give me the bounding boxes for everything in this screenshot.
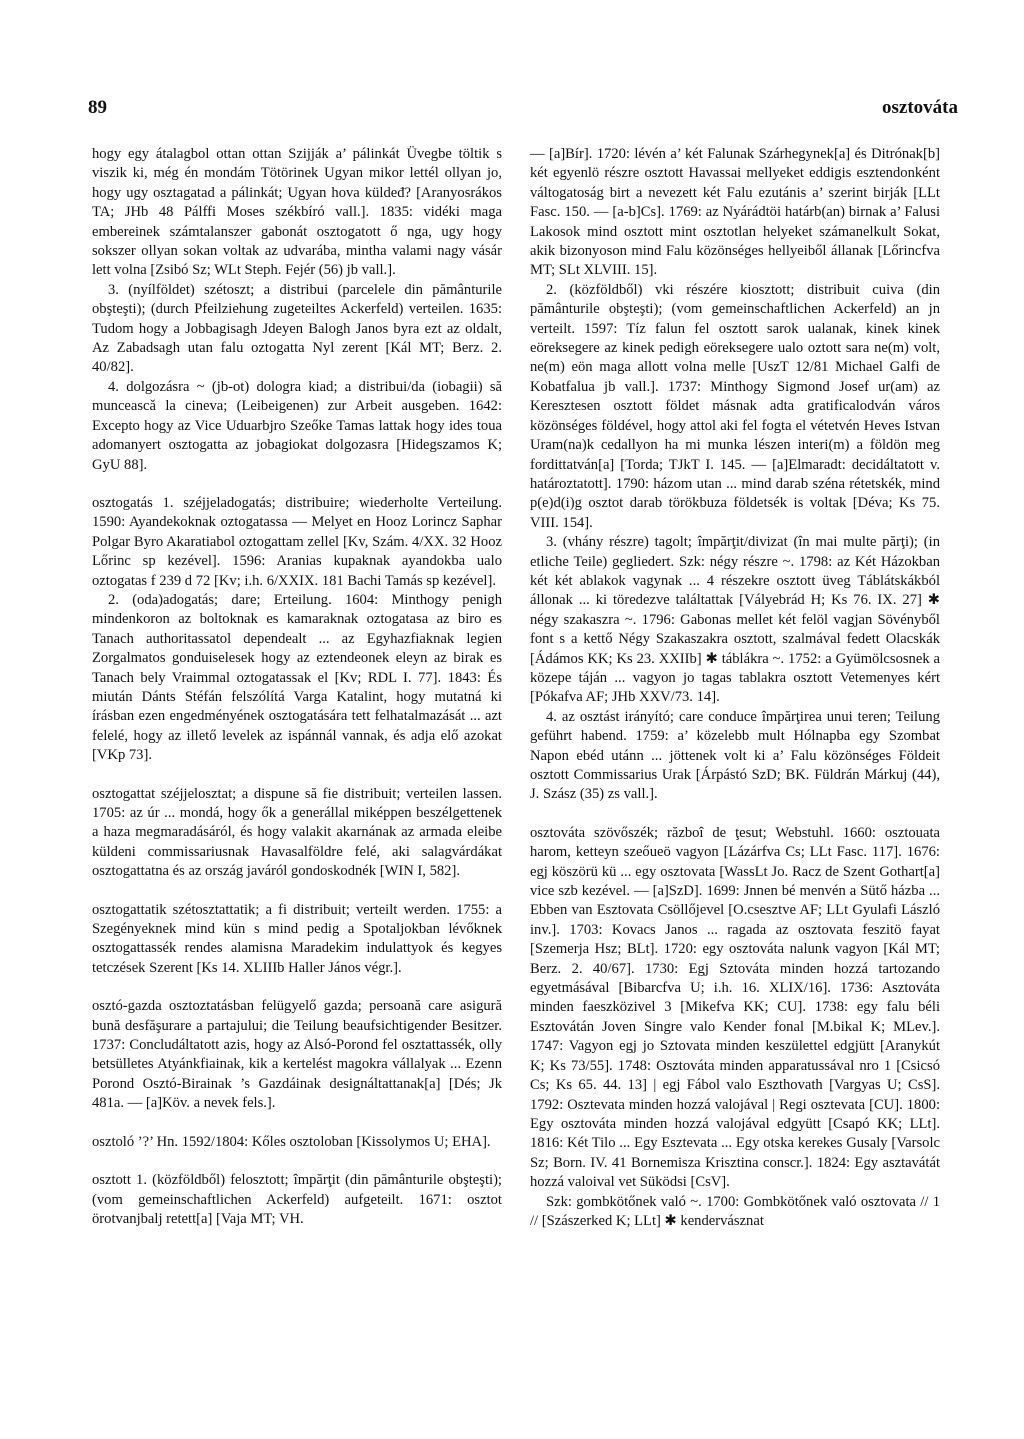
dictionary-paragraph: osztováta szövőszék; războî de ţesut; Webstuhl. 1660: osztouata harom, ketteyn szeőueö vagyon [Lázárfva Cs; LLt Fasc. 117]. 1676: egj köszörü kü ... egy osztovata [WassLt Jo. Racz de Szent Gothart[a] vice szb kezével. — [a]SzD]. 1699: Jnnen bé menvén a Sütő házba ... Ebben van Esztovata Csöllőjevel [O.csesztve AF; LLt Gyulafi László inv.]. 1703: Kovacs Janos ... ragada az osztovata feszitö fayat [Szemerja Hsz; BLt]. 1720: egy osztováta nalunk vagyon [Kál MT; Berz. 2. 40/67]. 1730: Egj Sztováta minden hozzá tartozando egyetmásával [Bibarcfva U; i.h. 16. XLIX/16]. 1736: Asztováta minden faeszközivel 3 [Mikefva KK; CU]. 1738: egy falu béli Esztovátán Joven Singre valo Kender fonal [M.bikal K; MLev.]. 1747: Vagyon egj jo Sztovata minden keszülettel edgjütt [Aranykút K; Ks 73/55]. 1748: Osztováta minden apparatussával nro 1 [Csicsó Cs; Ks 65. 44. 13] | egj Fábol valo Eszthovath [Vargyas U; CsS]. 1792: Osztevata minden hozzá valojával | Regi osztevata [CU]. 1800: Egy osztováta minden hozzá valojával edgyütt [Csapó KK; LLt]. 1816: Két Tilo ... Egy Esztevata ... Egy otska kerekes Gusaly [Varsolc Sz; Born. IV. 41 Bornemisza Krisztina conscr.]. 1824: Egy asztavátát hozzá valoival vet Süködsi [CsV]. [530, 824, 940, 1191]
dictionary-paragraph: 3. (nyílföldet) szétoszt; a distribui (parcelele din pământurile obşteşti); (durch Pfeilziehung zugeteiltes Ackerfeld) verteilen. 1635: Tudom hogy a Jobbagisagh Jdeyen Balogh Janos byra ezt az oldalt, Az Zabadsagh utan falu oztogatta Nyl zerent [Kál MT; Berz. 2. 40/82]. [92, 281, 502, 376]
dictionary-paragraph: — [a]Bír]. 1720: lévén a’ két Falunak Szárhegynek[a] és Ditrónak[b] két egyenlö részre osztott Havassai mellyeket eddigis esztendonként váltogatoság birt a nevezett két Falu ezutánis a’ szerint birják [LLt Fasc. 150. — [a-b]Cs]. 1769: az Nyárádtöi határb(an) birnak a’ Falusi Lakosok mind osztott mint osztotlan helyeket számanelkult Sokat, akik bizonyoson mind Falu közönséges hellyeiből állanak [Lőrincfva MT; SLt XLVIII. 15]. [530, 146, 940, 279]
dictionary-paragraph: osztoló ’?’ Hn. 1592/1804: Kőles osztoloban [Kissolymos U; EHA]. [92, 1133, 491, 1150]
dictionary-paragraph: osztó-gazda osztoztatásban felügyelő gazda; persoană care asigură bună desfăşurare a partajului; die Teilung beaufsichtigender Besitzer. 1737: Concludáltatott azis, hogy az Alsó-Porond fel osztattassék, olly betsülletes Atyánkfiainak, kik a kertelést magokra vállalyak ... Ezenn Porond Osztó-Birainak ’s Gazdáinak designáltattanak[a] [Dés; Jk 481a. — [a]Köv. a nevek fels.]. [92, 998, 502, 1112]
right-column [530, 145, 940, 1231]
dictionary-paragraph: 4. az osztást irányító; care conduce împărţirea unui teren; Teilung geführt habend. 1759: a’ közelebb mult Hólnapba egy Szombat Napon ebéd utánn ... jöttenek volt ki a’ Falu közönséges Földeit osztott Commissarius Urak [Árpástó SzD; BK. Füldrán Márkuj (44), J. Szász (35) zs vall.]. [530, 708, 940, 803]
dictionary-paragraph: osztogattatik szétosztattatik; a fi distribuit; verteilt werden. 1755: a Szegényeknek mind kün s mind pedig a Spotaljokban lévőknek osztogattassék rendes alamisna Maradekim indulattyok és kegyes tetczések Szerent [Ks 14. XLIIIb Haller János végr.]. [92, 901, 502, 976]
dictionary-paragraph: hogy egy átalagbol ottan ottan Szijják a’ pálinkát Üvegbe töltik s viszik ki, még én mondám Tötörinek Ugyan mikor lettél ollyan jo, hogy ugy osztagatad a pálinkát; Ugyan hova küldeđ? [Aranyosrákos TA; JHb 48 Pálffi Moses székbíró vall.]. 1835: vidéki maga embereinek számtalanszer gabonát osztogatott ő nga, ugy hogy sokszer ollyan sokan voltak az udvarába, mintha valami nagy vásár lett volna [Zsibó Sz; WLt Steph. Fejér (56) jb vall.]. [92, 146, 502, 279]
left-column [92, 145, 502, 1229]
dictionary-paragraph: osztogattat széjjelosztat; a dispune să fie distribuit; verteilen lassen. 1705: az úr ... mondá, hogy ők a generállal miképpen beszélgettenek a haza megmaradásáról, és hogy valakit akarnának az armada eleibe küldeni commissariusnak Havasalföldre felé, aki salagvárdákat osztogattatna és az ország javáról gondoskodnék [WIN I, 582]. [92, 785, 502, 880]
dictionary-paragraph: osztogatás 1. széjjeladogatás; distribuire; wiederholte Verteilung. 1590: Ayandekoknak oztogatassa — Melyet en Hooz Lorincz Saphar Polgar Byro Akaratiabol oztogattam zellel [Kv, Szám. 4/XX. 32 Hooz Lőrinc sp kezével]. 1596: Aranias kupaknak ayandokba ualo oztogatas f 239 d 72 [Kv; i.h. 6/XXIX. 181 Bachi Tamás sp kezével]. [92, 494, 502, 589]
dictionary-paragraph: osztott 1. (közföldből) felosztott; împărţit (din pământurile obşteşti); (vom gemeinschaftlichen Ackerfeld) aufgeteilt. 1671: osztot örotvanjbalj retett[a] [Vaja MT; VH. [92, 1172, 502, 1227]
dictionary-paragraph: 2. (oda)adogatás; dare; Erteilung. 1604: Minthogy penigh mindenkoron az boltoknak es kamaraknak oztogatasa az biro es Tanach authoritassatol dependealt ... az Egyhazfiaknak legien Zorgalmatos gonduiselesek hogy az eztendeonek eleyn az birak es Tanach bely Vraimmal oztogatassak el [Kv; RDL I. 77]. 1843: És miután Dánts Stéfán felszólítá Varga Katalint, hogy mutatná ki írásban ezen engedményének osztogatására tett felhatalmazását ... azt felelé, hogy az illető levelek az ispánnál vannak, és adja elő azokat [VKp 73]. [92, 591, 502, 764]
dictionary-paragraph: 4. dolgozásra ~ (jb-ot) dologra kiad; a distribui/da (iobagii) să munceascǎ la cineva; (Leibeigenen) zur Arbeit ausgeben. 1642: Excepto hogy az Vice Uduarbjro Szeőke Tamas lattak hogy ides toua adomanyert osztogatta az jobagiokat dolgozasra [Hidegszamos K; GyU 88]. [92, 378, 502, 473]
running-head: osztováta [882, 97, 958, 118]
dictionary-paragraph: 2. (közföldből) vki részére kiosztott; distribuit cuiva (din pământurile obşteşti); (vom gemeinschaftlichen Ackerfeld) an jn verteilt. 1597: Tíz falun fel osztott sarok ualanak, kinek kinek eöreksegere az kinek pedigh eöreksegere ualo oztott sara ne(m) volt, ne(m) eön maga allott volna melle [UszT 12/81 Michael Galfi de Kobatfalua jb vall.]. 1737: Minthogy Sigmond Josef ur(am) az Keresztesen osztott földet másnak adta gratificalodván város közönséges földével, hogy attol aki fel fogta el vétetvén Heves Istvan Uram(na)k cedallyon ha mi munka lészen interi(m) a földön meg fordittatván[a] [Torda; TJkT I. 145. — [a]Elmaradt: decidáltatott v. határoztatott]. 1790: házom utan ... mind darab széna rétetskék, mind p(e)d(i)g osztot darab törökbuza földetsék is voltak [Déva; Ks 75. VIII. 154]. [530, 281, 940, 531]
page-number: 89 [88, 97, 107, 118]
dictionary-paragraph: 3. (vhány részre) tagolt; împărţit/divizat (în mai multe părţi); (in etliche Teile) gegliedert. Szk: négy részre ~. 1798: az Két Házokban két két ablakok vagynak ... 4 részekre osztott üveg Táblátskákból állonak ... ki töredezve találtattak [Vályebrád H; Ks 76. IX. 27] ✱ négy szakaszra ~. 1796: Gabonas mellet két felöl vagjan Sövényből font s a kettő Négy Szakaszakra osztott, szalmával fedett Olacskák [Ádámos KK; Ks 23. XXIIb] ✱ táblákra ~. 1752: a Gyümölcsosnek a közepe táján ... vagyon jo tagas tablakra osztott Vetemenyes kért [Pókafva AF; JHb XXV/73. 14]. [530, 534, 940, 706]
dictionary-paragraph: Szk: gombkötőnek való ~. 1700: Gombkötőnek való osztovata // 1 // [Szászerked K; LLt] ✱ kendervásznat [530, 1193, 940, 1229]
